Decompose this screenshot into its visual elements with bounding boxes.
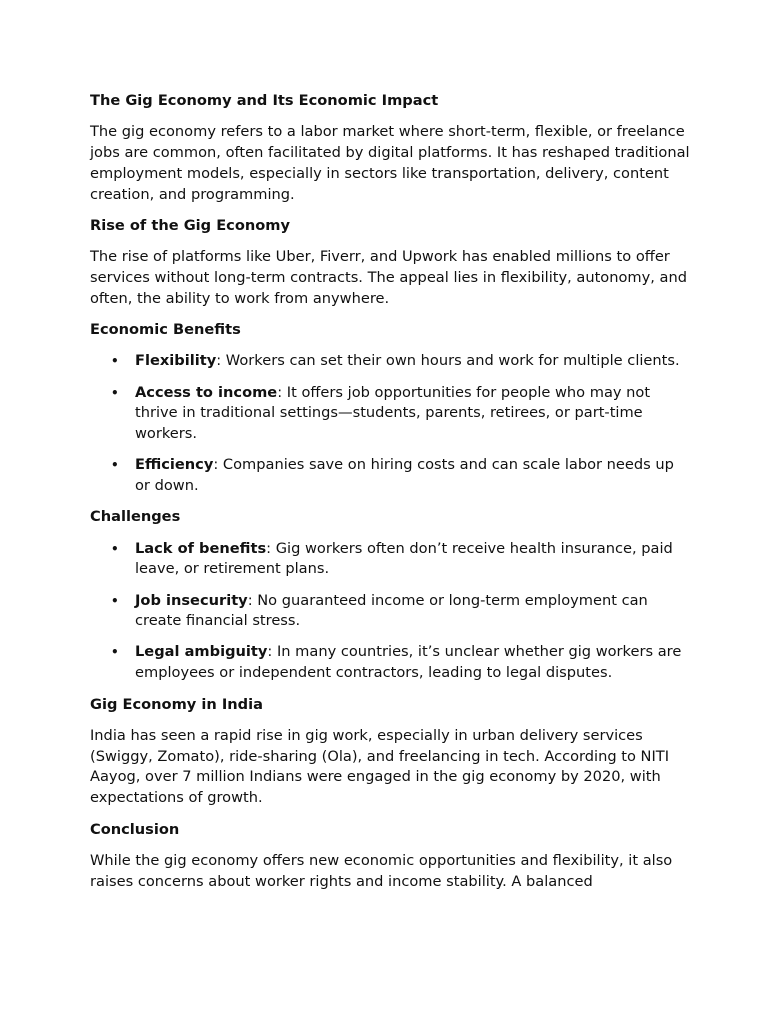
intro-paragraph: The gig economy refers to a labor market where short-term, flexible, or freelance jobs are common, often facilitated by digital platforms. It has reshaped traditional employment models, especially in sectors like transportation, delivery, content creation, and programming.	[90, 123, 690, 203]
item-text: : No guaranteed income or long-term employment can create financial stress.	[135, 591, 648, 630]
item-term: Job insecurity	[135, 591, 248, 609]
item-term: Access to income	[135, 383, 278, 401]
item-text: : Gig workers often don’t receive health insurance, paid leave, or retirement plans.	[135, 539, 673, 578]
item-term: Legal ambiguity	[135, 643, 268, 661]
bullet-icon: •	[111, 385, 119, 400]
benefits-heading: Economic Benefits	[90, 321, 241, 339]
bullet-icon: •	[111, 541, 119, 556]
item-text: : In many countries, it’s unclear whether gig workers are employees or independent contractors, leading to legal disputes.	[135, 643, 682, 682]
india-heading: Gig Economy in India	[90, 695, 263, 713]
bullet-icon: •	[111, 458, 119, 473]
list-item	[90, 539, 690, 581]
rise-paragraph: The rise of platforms like Uber, Fiverr, and Upwork has enabled millions to offer services without long-term contracts. The appeal lies in flexibility, autonomy, and often, the ability to work from anywhere.	[90, 248, 687, 307]
item-text: : Workers can set their own hours and work for multiple clients.	[216, 352, 680, 370]
document-title: The Gig Economy and Its Economic Impact	[90, 92, 439, 109]
india-paragraph: India has seen a rapid rise in gig work, especially in urban delivery services (Swiggy, Zomato), ride-sharing (Ola), and freelancing in tech. According to NITI Aayog, over 7 million Indians were engaged in the gig economy by 2020, with expectations of growth.	[90, 726, 669, 807]
rise-heading: Rise of the Gig Economy	[90, 216, 290, 234]
list-item	[90, 351, 690, 372]
item-term: Efficiency	[135, 456, 214, 474]
bullet-icon: •	[111, 354, 119, 369]
conclusion-heading: Conclusion	[90, 820, 180, 838]
challenges-list	[90, 539, 690, 684]
list-item	[90, 383, 690, 445]
item-text: : It offers job opportunities for people who may not thrive in traditional settings—students, parents, retirees, or part-time workers.	[135, 383, 651, 443]
list-item	[90, 642, 690, 684]
conclusion-paragraph: While the gig economy offers new economic opportunities and flexibility, it also raises concerns about worker rights and income stability. A balanced	[90, 851, 673, 890]
bullet-icon: •	[111, 645, 119, 660]
item-text: : Companies save on hiring costs and can scale labor needs up or down.	[135, 456, 674, 495]
list-item	[90, 591, 690, 633]
bullet-icon: •	[111, 593, 119, 608]
list-item	[90, 455, 690, 497]
item-term: Lack of benefits	[135, 539, 267, 557]
document-page	[90, 91, 690, 903]
challenges-heading: Challenges	[90, 508, 181, 526]
item-term: Flexibility	[135, 352, 217, 370]
benefits-list	[90, 351, 690, 496]
